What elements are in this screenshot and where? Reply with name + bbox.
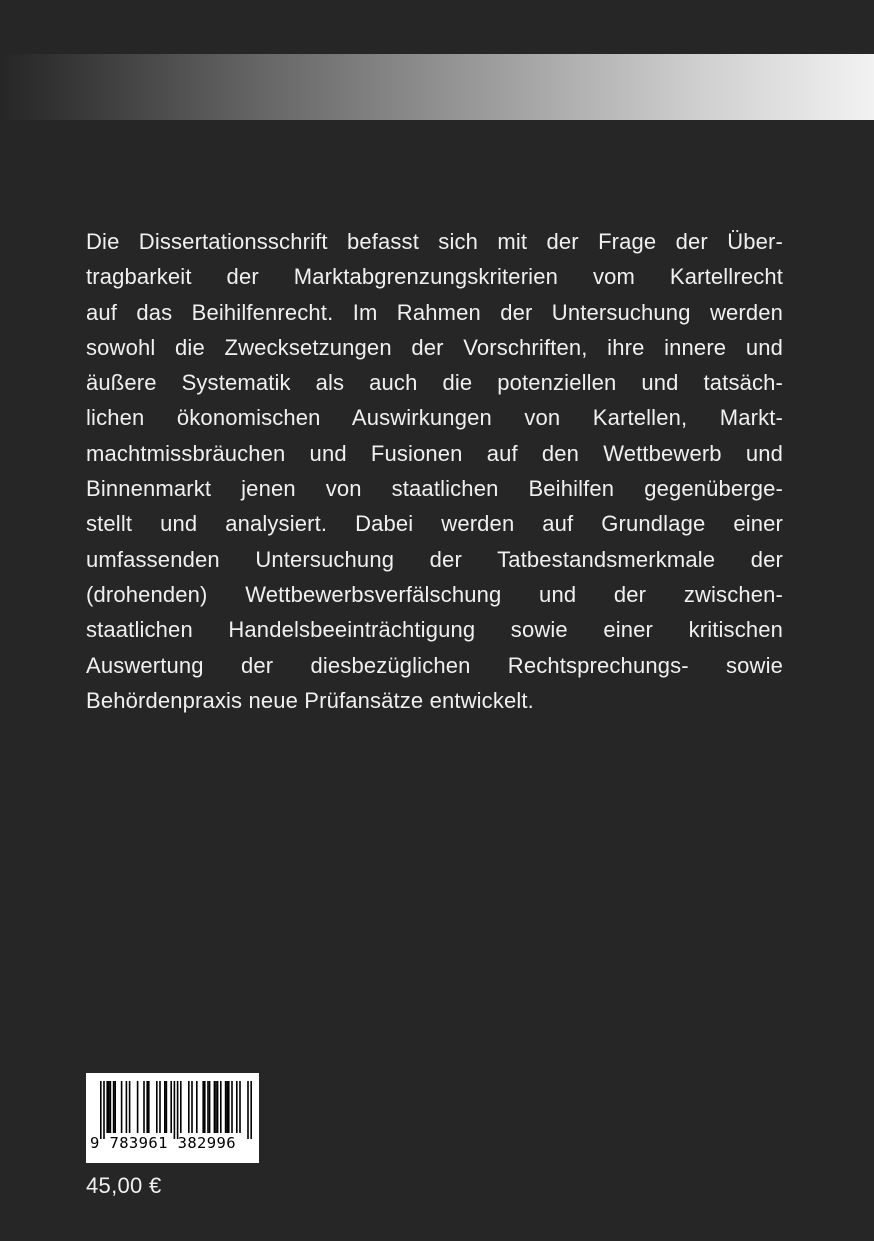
barcode-bar — [113, 1081, 115, 1133]
barcode — [86, 1073, 259, 1163]
blurb-line: äußere Systematik als auch die potenziellen und tatsäch- — [86, 370, 783, 396]
blurb-line: sowohl die Zwecksetzungen der Vorschriften, ihre innere und — [86, 334, 783, 360]
blurb-line: machtmissbräuchen und Fusionen auf den Wettbewerb und — [86, 440, 783, 466]
barcode-bar — [156, 1081, 158, 1133]
blurb-line: lichen ökonomischen Auswirkungen von Kartellen, Markt- — [86, 405, 783, 431]
barcode-bar — [121, 1081, 123, 1133]
barcode-bar — [129, 1081, 131, 1133]
price: 45,00 € — [86, 1173, 162, 1198]
blurb-line: Behördenpraxis neue Prüfansätze entwickelt. — [86, 687, 534, 713]
barcode-bar — [174, 1081, 176, 1139]
barcode-bar — [217, 1081, 219, 1133]
barcode-bar — [239, 1081, 241, 1133]
barcode-bar — [225, 1081, 227, 1133]
blurb-line: Binnenmarkt jenen von staatlichen Beihilfen gegenüberge- — [86, 476, 783, 502]
barcode-bar — [188, 1081, 190, 1133]
barcode-bar — [191, 1081, 193, 1133]
blurb-line: Auswertung der diesbezüglichen Rechtsprechungs- sowie — [86, 652, 783, 678]
barcode-bar — [214, 1081, 216, 1133]
barcode-bar — [170, 1081, 172, 1133]
barcode-bar — [143, 1081, 145, 1133]
barcode-bar — [196, 1081, 198, 1133]
blurb-line: stellt und analysiert. Dabei werden auf Grundlage einer — [86, 511, 783, 537]
barcode-bar — [108, 1081, 110, 1133]
blurb-line: tragbarkeit der Marktabgrenzungskriterien vom Kartellrecht — [86, 264, 783, 290]
barcode-bar — [228, 1081, 230, 1133]
barcode-bar — [247, 1081, 249, 1139]
blurb-line: staatlichen Handelsbeeinträchtigung sowie einer kritischen — [86, 617, 783, 643]
barcode-bar — [126, 1081, 128, 1133]
blurb-line: umfassenden Untersuchung der Tatbestandsmerkmale der — [86, 546, 783, 572]
barcode-bar — [177, 1081, 179, 1139]
barcode-bar — [226, 1081, 228, 1133]
blurb-line: (drohenden) Wettbewerbsverfälschung und der zwischen- — [86, 581, 783, 607]
barcode-bar — [215, 1081, 217, 1133]
barcode-bar — [137, 1081, 139, 1133]
barcode-bar — [106, 1081, 108, 1133]
blurb-line: Die Dissertationsschrift befasst sich mit der Frage der Über- — [86, 229, 783, 254]
barcode-bar — [204, 1081, 206, 1133]
barcode-bar — [164, 1081, 166, 1133]
barcode-bar — [148, 1081, 150, 1133]
barcode-digits: 9 783961 382996 — [90, 1134, 236, 1152]
barcode-bar — [220, 1081, 222, 1133]
barcode-bar — [236, 1081, 238, 1133]
blurb-line: auf das Beihilfenrecht. Im Rahmen der Untersuchung werden — [86, 299, 783, 325]
barcode-bar — [207, 1081, 209, 1133]
barcode-bar — [180, 1081, 182, 1133]
barcode-bar — [209, 1081, 211, 1133]
barcode-bar — [250, 1081, 252, 1139]
barcode-bar — [159, 1081, 161, 1133]
gradient-band — [0, 54, 874, 120]
barcode-bar — [202, 1081, 204, 1133]
barcode-bar — [114, 1081, 116, 1133]
barcode-bar — [231, 1081, 233, 1133]
barcode-bar — [103, 1081, 105, 1139]
blurb-text — [86, 224, 783, 718]
barcode-bar — [166, 1081, 168, 1133]
barcode-bar — [110, 1081, 112, 1133]
barcode-bar — [146, 1081, 148, 1133]
barcode-bar — [100, 1081, 102, 1139]
